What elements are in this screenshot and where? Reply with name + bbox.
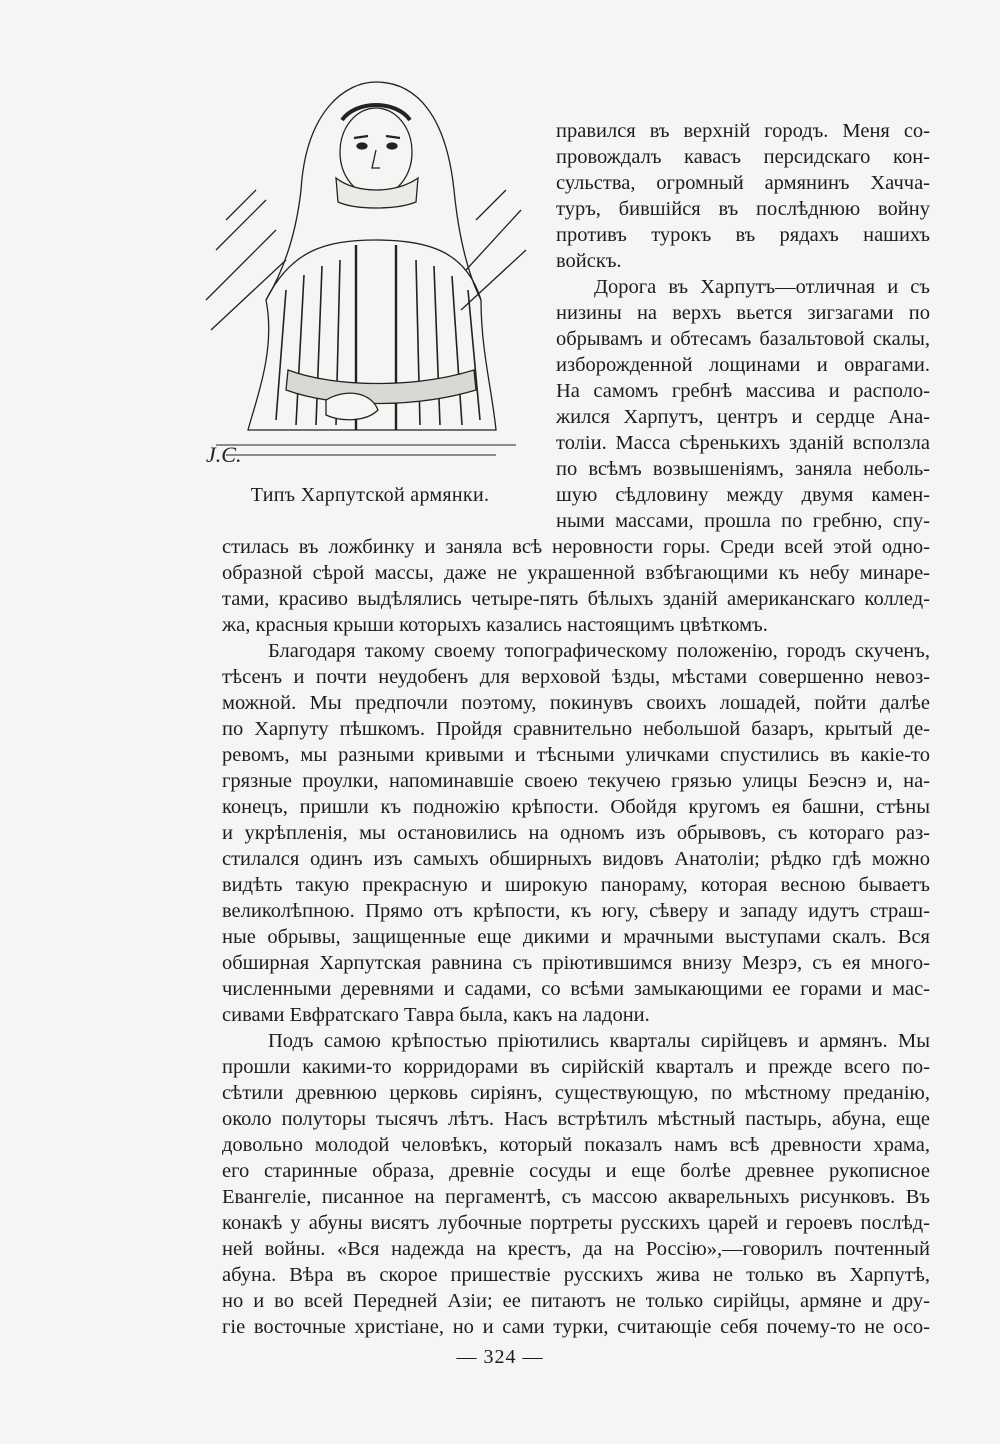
text-line: грязные проулки, напоминавшіе своею текучею грязью улицы Беэснэ и, на- [222, 770, 930, 792]
text-line: образной сѣрой массы, даже не украшенной взбѣгающими къ небу минаре- [222, 562, 930, 584]
text-line: прошли какими-то корридорами въ сирійскій кварталъ и прежде всего по- [222, 1056, 930, 1078]
text-line: по Харпуту пѣшкомъ. Пройдя сравнительно небольшой базаръ, крытый де- [222, 718, 930, 740]
text-line: жа, красныя крыши которыхъ казались настоящимъ цвѣткомъ. [222, 614, 768, 636]
text-line: и укрѣпленія, мы остановились на одномъ изъ обрывовъ, съ котораго раз- [222, 822, 930, 844]
text-line: численными деревнями и садами, со всѣми замыкающими ее горами и мас- [222, 978, 930, 1000]
text-line: по всѣмъ возвышеніямъ, заняла неболь- [556, 458, 930, 480]
text-line: жился Харпутъ, центръ и сердце Ана- [556, 406, 930, 428]
text-line: около полуторы тысячъ лѣтъ. Насъ встрѣтилъ мѣстный пастырь, абуна, еще [222, 1108, 930, 1130]
text-line: конакѣ у абуны висятъ лубочные портреты русскихъ царей и героевъ послѣд- [222, 1212, 930, 1234]
text-line: сивами Евфратскаго Тавра была, какъ на ладони. [222, 1004, 650, 1026]
text-line: противъ турокъ въ рядахъ нашихъ [556, 224, 930, 246]
text-line: Благодаря такому своему топографическому положенію, городъ скученъ, [268, 640, 930, 662]
text-line: сульства, огромный армянинъ Хачча- [556, 172, 930, 194]
text-line: изборожденной лощинами и оврагами. [556, 354, 930, 376]
text-line: правился въ верхній городъ. Меня со- [556, 120, 930, 142]
text-line: великолѣпною. Прямо отъ крѣпости, къ югу, сѣверу и западу идутъ страш- [222, 900, 930, 922]
text-line: низины на верхъ вьется зигзагами по [556, 302, 930, 324]
text-line: сѣтили древнюю церковь сиріянъ, существующую, по мѣстному преданію, [222, 1082, 930, 1104]
text-line: туръ, бившійся въ послѣднюю войну [556, 198, 930, 220]
text-line: абуна. Вѣра въ скорое пришествіе русскихъ жива не только въ Харпутѣ, [222, 1264, 930, 1286]
text-line: Дорога въ Харпутъ—отличная и съ [594, 276, 930, 298]
artist-signature: J.C. [206, 442, 242, 467]
text-line: толіи. Масса сѣренькихъ зданій всползла [556, 432, 930, 454]
text-line: обрывамъ и обтесамъ базальтовой скалы, [556, 328, 930, 350]
text-line: видѣть такую прекрасную и широкую панораму, которая весною бываетъ [222, 874, 930, 896]
text-line: гіе восточные христіане, но и сами турки, считающіе себя почему-то не осо- [222, 1316, 930, 1338]
text-line: стилался одинъ изъ самыхъ обширныхъ видовъ Анатоліи; рѣдко гдѣ можно [222, 848, 930, 870]
text-line: шую сѣдловину между двумя камен- [556, 484, 930, 506]
page-number: — 324 — [456, 1346, 544, 1368]
text-line: довольно молодой человѣкъ, который показалъ намъ всѣ древности храма, [222, 1134, 930, 1156]
text-line: конецъ, пришли къ подножію крѣпости. Обойдя кругомъ ея башни, стѣны [222, 796, 930, 818]
text-line: Евангеліе, писанное на пергаментѣ, съ массою акварельныхъ рисунковъ. Въ [222, 1186, 930, 1208]
text-line: его старинные образа, древніе сосуды и еще болѣе древнее рукописное [222, 1160, 930, 1182]
text-line: стилась въ ложбинку и заняла всѣ неровности горы. Среди всей этой одно- [222, 536, 930, 558]
portrait-svg [196, 70, 536, 478]
text-line: На самомъ гребнѣ массива и располо- [556, 380, 930, 402]
text-line: войскъ. [556, 250, 622, 272]
text-line: Подъ самою крѣпостью пріютились кварталы сирійцевъ и армянъ. Мы [268, 1030, 930, 1052]
text-line: провождалъ кавасъ персидскаго кон- [556, 146, 930, 168]
text-line: ней войны. «Вся надежда на крестъ, да на Россію»,—говорилъ почтенный [222, 1238, 930, 1260]
text-line: тѣсенъ и почти неудобенъ для верховой ѣзды, мѣстами совершенно невоз- [222, 666, 930, 688]
figure-caption: Типъ Харпутской армянки. [250, 484, 490, 506]
text-line: ными массами, прошла по гребню, спу- [556, 510, 930, 532]
text-line: но и во всей Передней Азіи; ее питаютъ не только сирійцы, армяне и дру- [222, 1290, 930, 1312]
text-line: обширная Харпутская равнина съ пріютившимся внизу Мезрэ, съ ея много- [222, 952, 930, 974]
text-line: тами, красиво выдѣлялись четыре-пять бѣлыхъ зданій американскаго коллед- [222, 588, 930, 610]
woman-portrait-engraving [196, 70, 536, 478]
text-line: ные обрывы, защищенные еще дикими и мрачными выступами скалъ. Вся [222, 926, 930, 948]
text-line: ревомъ, мы разными кривыми и тѣсными уличками спустились въ какіе-то [222, 744, 930, 766]
text-line: можной. Мы предпочли поэтому, покинувъ своихъ лошадей, пойти далѣе [222, 692, 930, 714]
